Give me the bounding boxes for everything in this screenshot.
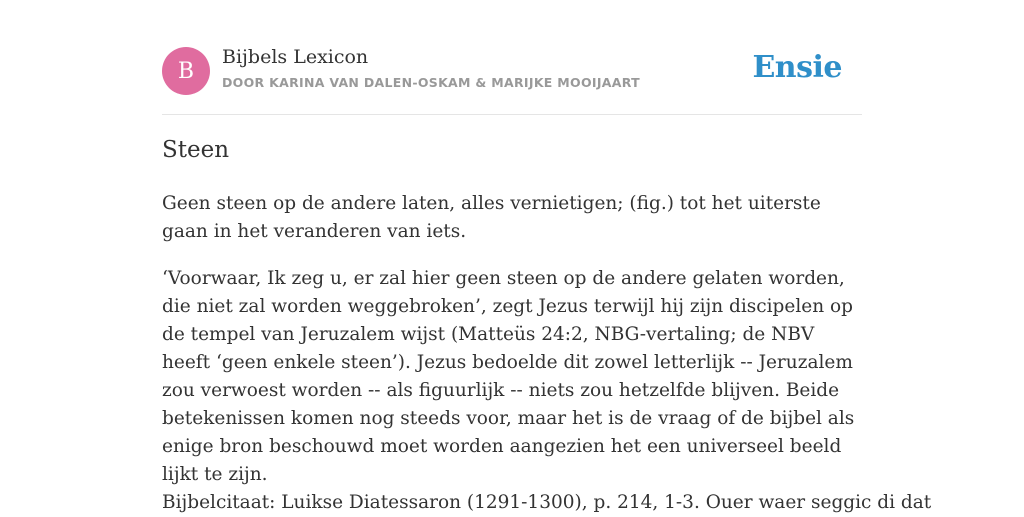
- citation-paragraph: Bijbelcitaat: Luikse Diatessaron (1291-1300), p. 214, 1-3. Ouer waer seggic di dat: [162, 492, 932, 513]
- ensie-logo[interactable]: Ensie: [752, 50, 842, 85]
- avatar[interactable]: B: [162, 47, 210, 95]
- definition-paragraph: Geen steen op de andere laten, alles vernietigen; (fig.) tot het uiterste gaan in het veranderen van iets.: [162, 193, 821, 242]
- site-title[interactable]: Bijbels Lexicon: [222, 46, 369, 68]
- explanation-paragraph: ‘Voorwaar, Ik zeg u, er zal hier geen steen op de andere gelaten worden, die niet zal worden weggebroken’, zegt Jezus terwijl hij zijn discipelen op de tempel van Jeruzalem wijst (Matteüs 24:2, NBG-vertaling; de NBV heeft ‘geen enkele steen’). Jezus bedoelde dit zowel letterlijk -- Jeruzalem zou verwoest worden -- als figuurlijk -- niets zou hetzelfde blijven. Beide betekenissen komen nog steeds voor, maar het is de vraag of de bijbel als enige bron beschouwd moet worden aangezien het een universeel beeld lijkt te zijn.: [162, 268, 855, 485]
- byline: DOOR KARINA VAN DALEN-OSKAM & MARIJKE MOOIJAART: [222, 75, 640, 90]
- page-title: Steen: [162, 137, 230, 163]
- page-wrapper: [162, 0, 932, 513]
- site-header: [162, 0, 862, 115]
